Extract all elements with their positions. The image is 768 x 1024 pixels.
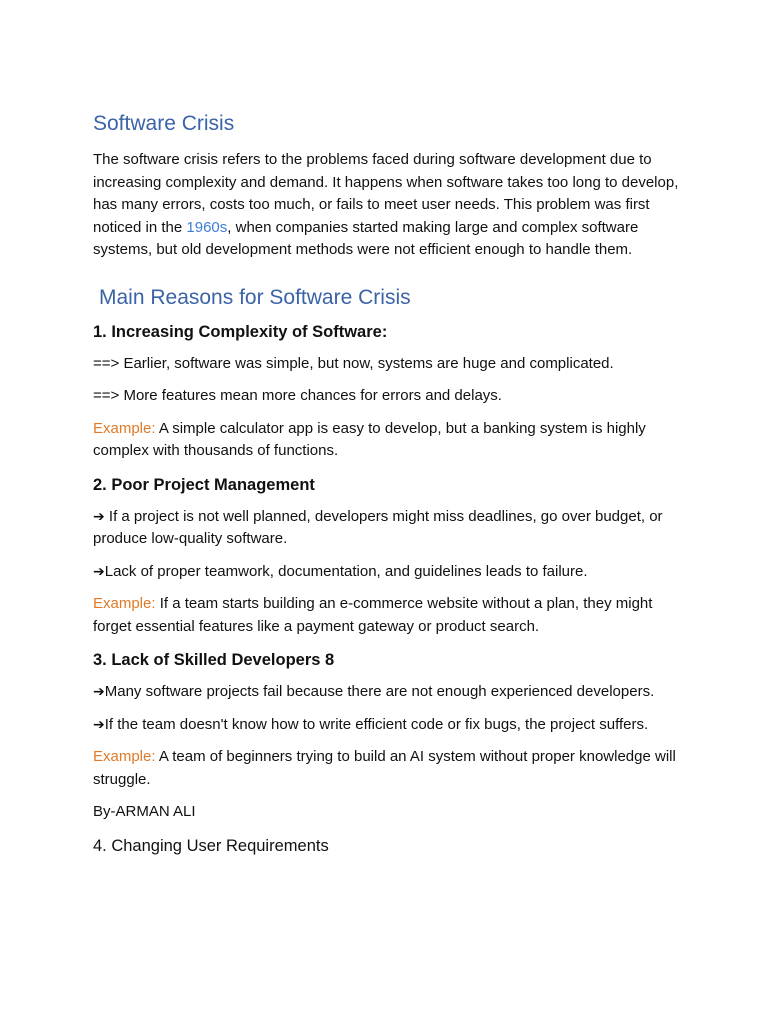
section-1-example [93, 418, 683, 463]
byline: By-ARMAN ALI [93, 803, 196, 820]
reasons-heading: Main Reasons for Software Crisis [99, 285, 411, 309]
section-2-example [93, 593, 683, 638]
example-text: A simple calculator app is easy to develop, but a banking system is highly complex with thousands of functions. [93, 419, 646, 459]
intro-link-1960s[interactable]: 1960s [186, 218, 228, 236]
intro-text-2: , when companies started making large and complex software systems, but old development methods were not efficient enough to handle them. [93, 218, 639, 258]
example-text: A team of beginners trying to build an AI system without proper knowledge will struggle. [93, 748, 676, 788]
section-1-heading: 1. Increasing Complexity of Software: [93, 322, 388, 341]
example-text: If a team starts building an e-commerce website without a plan, they might forget essential features like a payment gateway or product search. [93, 595, 653, 635]
section-4-heading: 4. Changing User Requirements [93, 836, 329, 855]
section-3-heading: 3. Lack of Skilled Developers 8 [93, 651, 335, 669]
point-text: If the team doesn't know how to write efficient code or fix bugs, the project suffers. [104, 715, 649, 733]
document-content [93, 108, 683, 858]
section-3-point-2 [93, 714, 683, 737]
arrow-icon: ➔ [93, 508, 105, 525]
example-label: Example: [93, 748, 156, 765]
section-2-heading: 2. Poor Project Management [93, 475, 315, 494]
section-1-point-2: ==> More features mean more chances for errors and delays. [93, 387, 502, 404]
page-title: Software Crisis [93, 112, 235, 135]
arrow-icon: ➔ [93, 563, 105, 580]
example-label: Example: [93, 419, 156, 437]
point-text: Lack of proper teamwork, documentation, and guidelines leads to failure. [104, 562, 588, 580]
section-1-point-1: ==> Earlier, software was simple, but now, systems are huge and complicated. [93, 354, 614, 372]
point-text: If a project is not well planned, developers might miss deadlines, go over budget, or produce low-quality software. [93, 507, 663, 547]
section-2-point-2 [93, 561, 683, 584]
intro-text-1: The software crisis refers to the problems faced during software development due to increasing complexity and demand. It happens when software takes too long to develop, has many errors, costs too much, or fails to meet user needs. This problem was first noticed in the [93, 151, 679, 236]
section-3-point-1 [93, 681, 683, 704]
section-2-point-1 [93, 506, 683, 551]
arrow-icon: ➔ [93, 716, 105, 733]
section-3-example [93, 746, 683, 791]
point-text: Many software projects fail because there are not enough experienced developers. [104, 683, 655, 700]
example-label: Example: [93, 595, 156, 612]
arrow-icon: ➔ [93, 684, 105, 700]
intro-paragraph [93, 149, 683, 262]
